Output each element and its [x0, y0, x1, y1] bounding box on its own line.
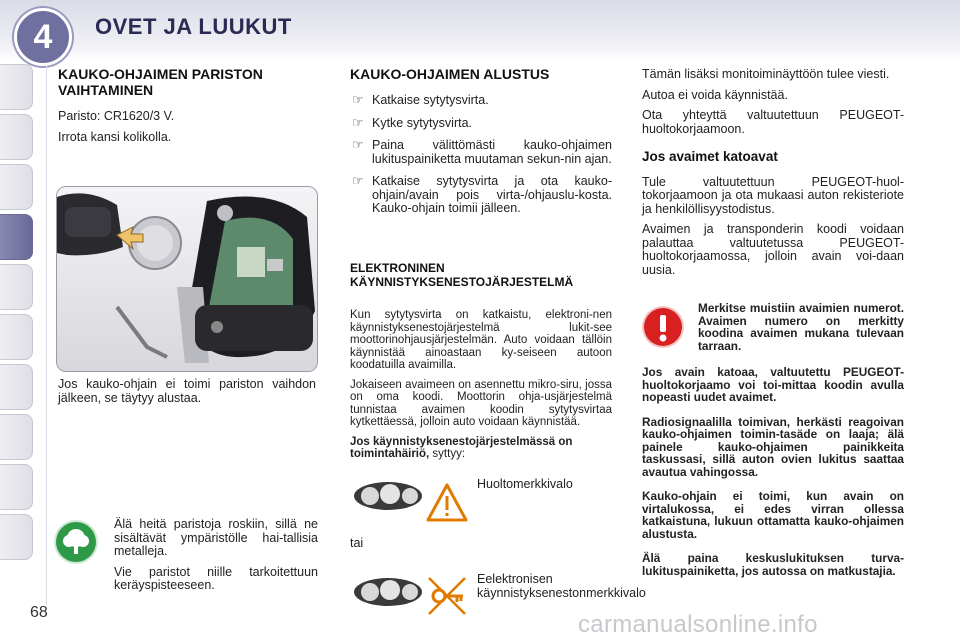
hand-pointer-icon: ☞	[352, 173, 364, 188]
contact-dealer-text: Ota yhteyttä valtuutettuun PEUGEOT-huoltokorjaamoon.	[642, 108, 904, 136]
immobiliser-title-1: ELEKTRONINEN	[350, 261, 445, 275]
side-tab-3[interactable]	[0, 164, 33, 210]
init-step: ☞ Katkaise sytytysvirta ja ota kauko-ohjain/avain pois virta-/ohjauslu-kosta. Kauko-ohjain toimii jälleen.	[352, 173, 612, 215]
env-text-1: Älä heitä paristoja roskiin, sillä ne sisältävät ympäristölle hai-tallisia metalleja.	[114, 517, 318, 558]
column-divider	[46, 66, 47, 606]
page-number: 68	[30, 604, 48, 621]
environment-note	[56, 514, 318, 592]
remote-key-illustration	[57, 187, 317, 371]
chapter-number-badge: 4	[14, 8, 72, 66]
immobiliser-light-label: Eelektronisen käynnistyksenestonmerkkivalo	[477, 572, 646, 600]
middle-column	[350, 66, 612, 225]
init-step: ☞ Kytke sytytysvirta.	[352, 114, 473, 130]
dashboard-cluster-icon-2	[352, 574, 424, 613]
key-crossed-icon	[425, 574, 469, 623]
left-column-note	[58, 378, 316, 412]
hand-pointer-icon: ☞	[352, 114, 364, 130]
display-message-text: Tämän lisäksi monitoiminäyttöön tulee viesti.	[642, 67, 890, 81]
init-steps-list	[350, 94, 612, 216]
immobiliser-title-2: KÄYNNISTYKSENESTOJÄRJESTELMÄ	[350, 275, 574, 289]
immobiliser-fault-text: Jos käynnistyksenestojärjestelmässä on toimintahäiriö, syttyy:	[350, 435, 573, 460]
right-column	[642, 68, 904, 284]
hand-pointer-icon: ☞	[352, 92, 364, 107]
init-step: ☞ Paina välittömästi kauko-ohjaimen lukituspainiketta muutaman sekun-nin ajan.	[352, 137, 612, 166]
dashboard-cluster-icon-1	[352, 478, 424, 517]
battery-change-title: KAUKO-OHJAIMEN PARISTON VAIHTAMINEN	[58, 66, 263, 98]
left-column	[58, 66, 320, 151]
immobiliser-text-1: Kun sytytysvirta on katkaistu, elektroni-nen käynnistyksenestojärjestelmä lukit-see moottorinohjausjärjestelmän. Auto voidaan tällöin käynnistää ainoastaan ky-seiseen autoon koodatuilla avaimilla.	[350, 309, 612, 371]
tree-icon	[56, 522, 96, 562]
warning-triangle-icon	[425, 482, 469, 529]
side-tab-2[interactable]	[0, 114, 33, 160]
hand-pointer-icon: ☞	[352, 137, 364, 152]
ignition-note: Kauko-ohjain ei toimi, kun avain on virtalukossa, ei edes virran ollessa katkaistuna, lukuun ottamatta kauko-ohjaimen alustusta.	[642, 489, 904, 541]
no-start-text: Autoa ei voida käynnistää.	[642, 87, 788, 102]
immobiliser-text-2: Jokaiseen avaimeen on asennettu mikro-siru, jossa on oma koodi. Moottorin ohja-usjärjestelmä tunnistaa avaimen koodin sytytysvirtaa kytkettäessä, jolloin auto voidaan käynnistää.	[350, 378, 612, 428]
init-title: KAUKO-OHJAIMEN ALUSTUS	[350, 66, 550, 82]
init-step: ☞ Katkaise sytytysvirta.	[352, 92, 489, 107]
chapter-side-tabs	[0, 64, 40, 564]
remote-battery-photo	[56, 186, 318, 372]
chapter-title: OVET JA LUUKUT	[95, 14, 292, 39]
open-cover-text: Irrota kansi kolikolla.	[58, 129, 172, 144]
warning-note	[644, 300, 908, 360]
side-tab-8[interactable]	[0, 414, 33, 460]
lost-key-note: Jos avain katoaa, valtuutettu PEUGEOT-huoltokorjaamo voi toi-mittaa koodin avulla nopeasti uudet avaimet.	[642, 365, 904, 404]
immobiliser-section	[350, 261, 612, 468]
side-tab-5[interactable]	[0, 264, 33, 310]
exclamation-icon	[644, 308, 682, 346]
side-tab-4-active[interactable]	[0, 214, 33, 260]
key-number-warning: Merkitse muistiin avaimien numerot. Avaimen numero on merkitty koodina avaimen mukana tulevaan tarraan.	[698, 301, 904, 353]
side-tab-1[interactable]	[0, 64, 33, 110]
environment-text	[114, 518, 318, 600]
lost-keys-text-1: Tule valtuutettuun PEUGEOT-huol-tokorjaamoon ja ota mukaasi auton rekisteriote ja henkilöllisyystodistus.	[642, 174, 904, 216]
service-light-label: Huoltomerkkivalo	[477, 477, 573, 491]
lost-keys-text-2: Avaimen ja transponderin koodi voidaan palauttaa valtuutetussa PEUGEOT-huoltokorjaamossa, jolloin avain voi-daan uusia.	[642, 222, 904, 277]
side-tab-7[interactable]	[0, 364, 33, 410]
env-text-2: Vie paristot niille tarkoitettuun keräyspisteeseen.	[114, 564, 318, 592]
battery-type: Paristo: CR1620/3 V.	[58, 109, 175, 123]
right-column-bold-notes	[642, 366, 904, 584]
side-tab-6[interactable]	[0, 314, 33, 360]
or-label: tai	[350, 536, 364, 550]
side-tab-9[interactable]	[0, 464, 33, 510]
range-note: Radiosignaalilla toimivan, herkästi reagoivan kauko-ohjaimen toimin-tasäde on laaja; älä painele kauko-ohjaimen painikkeita taskussasi, sillä auton ovien lukitus saattaa avautua vahingossa.	[642, 414, 904, 479]
side-tab-10[interactable]	[0, 514, 33, 560]
site-watermark: carmanualsonline.info	[578, 611, 818, 638]
reinit-needed-text: Jos kauko-ohjain ei toimi pariston vaihdon jälkeen, se täytyy alustaa.	[58, 377, 316, 405]
lost-keys-title: Jos avaimet katoavat	[642, 149, 778, 164]
deadlock-note: Älä paina keskuslukituksen turva-lukituspainiketta, jos autossa on matkustajia.	[642, 551, 904, 578]
